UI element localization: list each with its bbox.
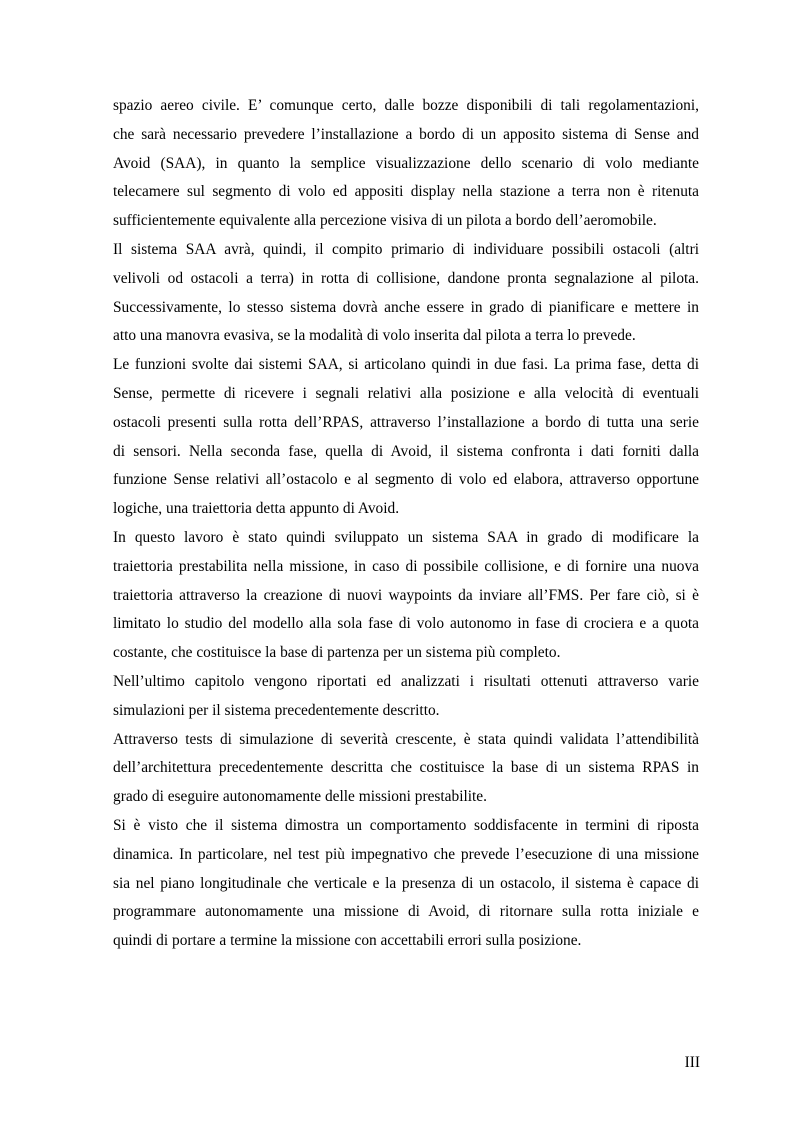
text-line: Successivamente, lo stesso sistema dovrà anche essere in grado di pianificare e mettere in [113, 298, 699, 316]
text-line: funzione Sense relativi all’ostacolo e al segmento di volo ed elabora, attraverso opportune [113, 471, 699, 489]
text-line: Avoid (SAA), in quanto la semplice visualizzazione dello scenario di volo mediante [113, 154, 699, 172]
text-line: traiettoria prestabilita nella missione, in caso di possibile collisione, e di fornire una nuova [113, 557, 699, 575]
paragraph-4 [113, 524, 699, 668]
text-line: sia nel piano longitudinale che verticale e la presenza di un ostacolo, il sistema è capace di [113, 874, 699, 892]
text-line: sufficientemente equivalente alla percezione visiva di un pilota a bordo dell’aeromobile. [113, 212, 657, 230]
text-line: che sarà necessario prevedere l’installazione a bordo di un apposito sistema di Sense and [113, 125, 699, 143]
text-line: limitato lo studio del modello alla sola fase di volo autonomo in fase di crociera e a quota [113, 615, 699, 633]
text-line: telecamere sul segmento di volo ed appositi display nella stazione a terra non è ritenuta [113, 183, 699, 201]
page-number: III [684, 1054, 700, 1071]
text-line: quindi di portare a termine la missione con accettabili errori sulla posizione. [113, 932, 582, 950]
text-line: ostacoli presenti sulla rotta dell’RPAS, attraverso l’installazione a bordo di tutta una serie [113, 413, 699, 431]
paragraph-5 [113, 668, 699, 726]
text-line: Le funzioni svolte dai sistemi SAA, si articolano quindi in due fasi. La prima fase, detta di [113, 356, 699, 374]
text-line: traiettoria attraverso la creazione di nuovi waypoints da inviare all’FMS. Per fare ciò, si è [113, 586, 699, 604]
paragraph-7 [113, 812, 699, 956]
text-line: In questo lavoro è stato quindi sviluppato un sistema SAA in grado di modificare la [113, 528, 699, 546]
text-line: grado di eseguire autonomamente delle missioni prestabilite. [113, 788, 487, 806]
text-line: velivoli od ostacoli a terra) in rotta di collisione, dandone pronta segnalazione al pilota. [113, 269, 699, 287]
paragraph-1 [113, 92, 699, 236]
text-line: costante, che costituisce la base di partenza per un sistema più completo. [113, 644, 561, 662]
document-body [113, 92, 699, 956]
text-line: simulazioni per il sistema precedentemente descritto. [113, 701, 440, 719]
text-line: Il sistema SAA avrà, quindi, il compito primario di individuare possibili ostacoli (altri [113, 240, 699, 258]
text-line: logiche, una traiettoria detta appunto di Avoid. [113, 500, 400, 518]
paragraph-2 [113, 236, 699, 351]
text-line: di sensori. Nella seconda fase, quella di Avoid, il sistema confronta i dati forniti dalla [113, 442, 699, 460]
text-line: spazio aereo civile. E’ comunque certo, dalle bozze disponibili di tali regolamentazioni, [113, 97, 699, 114]
text-line: programmare autonomamente una missione di Avoid, di ritornare sulla rotta iniziale e [113, 903, 699, 921]
text-line: Si è visto che il sistema dimostra un comportamento soddisfacente in termini di riposta [113, 816, 699, 834]
text-line: dell’architettura precedentemente descritta che costituisce la base di un sistema RPAS in [113, 759, 699, 777]
text-line: Sense, permette di ricevere i segnali relativi alla posizione e alla velocità di eventuali [113, 384, 699, 402]
text-line: atto una manovra evasiva, se la modalità di volo inserita dal pilota a terra lo prevede. [113, 327, 636, 345]
text-line: dinamica. In particolare, nel test più impegnativo che prevede l’esecuzione di una missione [113, 845, 699, 863]
text-line: Attraverso tests di simulazione di severità crescente, è stata quindi validata l’attendibilità [113, 730, 699, 748]
paragraph-6 [113, 726, 699, 812]
text-line: Nell’ultimo capitolo vengono riportati ed analizzati i risultati ottenuti attraverso varie [113, 672, 699, 690]
paragraph-3 [113, 351, 699, 524]
